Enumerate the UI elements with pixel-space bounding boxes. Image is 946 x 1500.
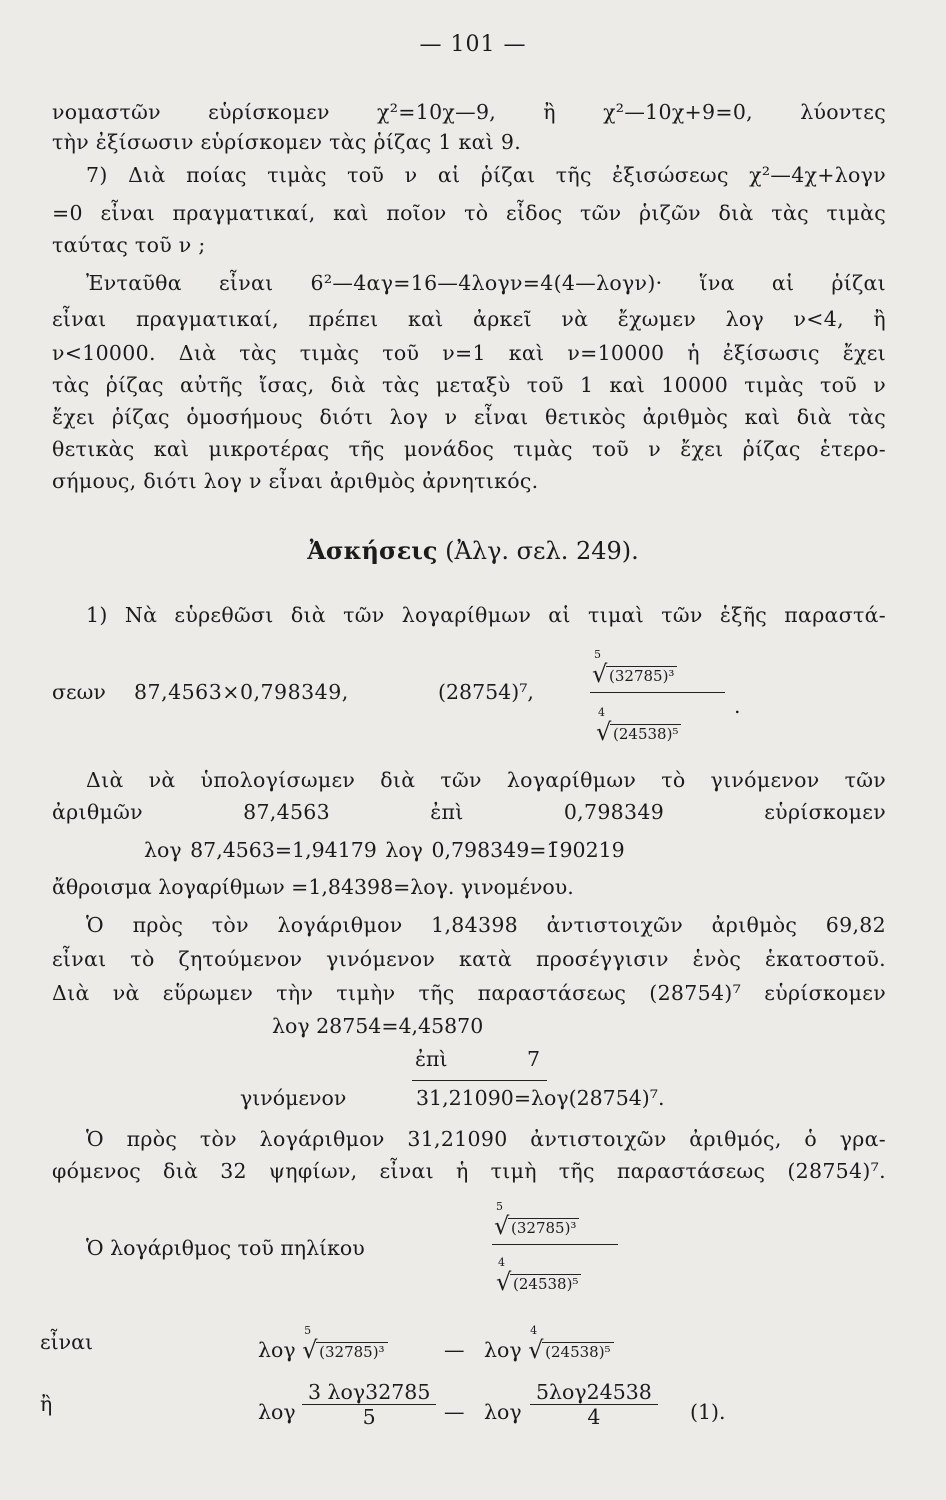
text-line: σήμους, διότι λογ ν εἶναι ἀριθμὸς ἀρνητικός. (52, 469, 539, 493)
expr-lead: σεων (52, 680, 106, 704)
final-log-d: λογ (484, 1400, 522, 1424)
expr-end: . (734, 694, 741, 718)
calc-epi: ἐπὶ (415, 1047, 448, 1071)
text-line: Ὁ πρὸς τὸν λογάριθμον 31,21090 ἀντιστοιχῶν ἀριθμός, ὁ γρα- (86, 1127, 886, 1151)
text-line: ν<10000. Διὰ τὰς τιμὰς τοῦ ν=1 καὶ ν=10000 ἡ ἐξίσωσις ἔχει (52, 341, 886, 365)
equation-tag: (1). (690, 1400, 726, 1424)
final-log-c: λογ (258, 1400, 296, 1424)
text-line: 1) Νὰ εὑρεθῶσι διὰ τῶν λογαρίθμων αἱ τιμαὶ τῶν ἑξῆς παραστά- (86, 603, 886, 627)
calc-result: 31,21090=λογ(28754)⁷. (416, 1086, 665, 1110)
fraction-bar (590, 692, 725, 693)
heading-bold: Ἀσκήσεις (307, 536, 438, 565)
section-heading (0, 536, 946, 565)
text-line: εἶναι πραγματικαί, πρέπει καὶ ἀρκεῖ νὰ ἔχωμεν λογ ν<4, ἢ (52, 307, 886, 331)
text-line: ἔχει ῥίζας ὁμοσήμους διότι λογ ν εἶναι θετικὸς ἀριθμὸς καὶ διὰ τὰς (52, 405, 886, 429)
heading-rest: (Ἀλγ. σελ. 249). (445, 537, 639, 565)
expr-b: (28754)⁷, (438, 680, 534, 704)
text-line: ἀριθμῶν 87,4563 ἐπὶ 0,798349 εὑρίσκομεν (52, 800, 886, 824)
text-line: Ἐνταῦθα εἶναι 6²—4αγ=16—4λογν=4(4—λογν)· ἵνα αἱ ῥίζαι (86, 271, 886, 295)
final-intro: Ὁ λογάριθμος τοῦ πηλίκου (86, 1236, 365, 1260)
expr-denominator: √ 4 (24538)⁵ (596, 720, 681, 744)
log-line: λογ 87,4563=1,94179 λογ 0,798349=1̄90219 (144, 838, 625, 862)
einai-label: εἶναι (40, 1330, 94, 1354)
text-line: τὰς ῥίζας αὐτῆς ἴσας, διὰ τὰς μεταξὺ τοῦ 1 καὶ 10000 τιμὰς τοῦ ν (52, 373, 886, 397)
final-frac-2: $\frac{\text{5λογ24538}}{4}$ (530, 1380, 658, 1429)
text-line: φόμενος διὰ 32 ψηφίων, εἶναι ἡ τιμὴ τῆς παραστάσεως (28754)⁷. (52, 1159, 886, 1183)
expr-numerator: √ 5 (32785)³ (592, 662, 677, 686)
text-line: νομαστῶν εὑρίσκομεν χ²=10χ—9, ἢ χ²—10χ+9=0, λύοντες (52, 100, 886, 124)
or-label: ἢ (40, 1392, 53, 1416)
text-line: =0 εἶναι πραγματικαί, καὶ ποῖον τὸ εἶδος τῶν ῥιζῶν διὰ τὰς τιμὰς (52, 201, 886, 225)
sum-line: ἄθροισμα λογαρίθμων =1,84398=λογ. γινομένου. (52, 875, 574, 899)
calc-line-1: λογ 28754=4,45870 (272, 1014, 484, 1038)
calc-multiplier: 7 (527, 1047, 541, 1071)
final-denominator: √ 4 (24538)⁵ (496, 1270, 581, 1294)
final-minus-a: — (444, 1338, 465, 1362)
final-fraction-bar (492, 1244, 618, 1245)
final-minus-b: — (444, 1400, 465, 1424)
text-line: θετικὰς καὶ μικροτέρας τῆς μονάδος τιμὰς τοῦ ν ἔχει ῥίζας ἑτερο- (52, 437, 886, 461)
text-line: 7) Διὰ ποίας τιμὰς τοῦ ν αἱ ῥίζαι τῆς ἐξισώσεως χ²—4χ+λογν (86, 163, 886, 187)
page-number: — 101 — (419, 32, 527, 57)
final-log-b: λογ √ 4 (24538)⁵ (484, 1338, 614, 1362)
final-frac-1: $\frac{\text{3 λογ32785}}{5}$ (302, 1380, 436, 1429)
text-line: Διὰ νὰ ὑπολογίσωμεν διὰ τῶν λογαρίθμων τὸ γινόμενον τῶν (86, 768, 886, 792)
text-line: Ὁ πρὸς τὸν λογάριθμον 1,84398 ἀντιστοιχῶν ἀριθμὸς 69,82 (86, 913, 886, 937)
final-numerator: √ 5 (32785)³ (494, 1214, 579, 1238)
text-line: Διὰ νὰ εὕρωμεν τὴν τιμὴν τῆς παραστάσεως (28754)⁷ εὑρίσκομεν (52, 981, 886, 1005)
text-line: τὴν ἐξίσωσιν εὑρίσκομεν τὰς ῥίζας 1 καὶ 9. (52, 130, 522, 154)
final-log-a: λογ √ 5 (32785)³ (258, 1338, 388, 1362)
calc-rule (412, 1080, 547, 1081)
calc-label: γινόμενον (240, 1086, 347, 1110)
text-line: ταύτας τοῦ ν ; (52, 233, 206, 257)
text-line: εἶναι τὸ ζητούμενον γινόμενον κατὰ προσέγγισιν ἑνὸς ἑκατοστοῦ. (52, 947, 886, 971)
expr-a: 87,4563×0,798349, (134, 680, 349, 704)
